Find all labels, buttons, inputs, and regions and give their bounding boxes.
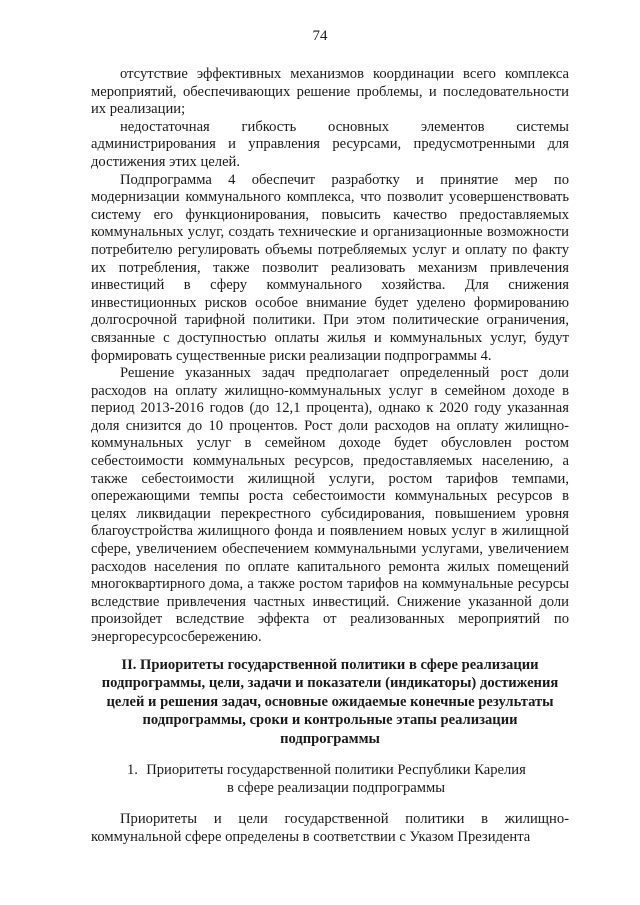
paragraph-priorities: Приоритеты и цели государственной политики в жилищно-коммунальной сфере определены в соответствии с Указом Президента — [91, 811, 569, 845]
section-heading: II. Приоритеты государственной политики в сфере реализации подпрограммы, цели, задачи и показатели (индикаторы) достижения целей и решения задач, основные ожидаемые конечные результаты подпрограммы, сроки и контрольные этапы реализации подпрограммы — [101, 656, 559, 747]
subsection-title: Приоритеты государственной политики Республики Карелия в сфере реализации подпрограммы — [146, 762, 526, 796]
page-number: 74 — [312, 28, 328, 44]
paragraph-coordination: отсутствие эффективных механизмов координации всего комплекса мероприятий, обеспечивающих решение проблемы, и последовательности их реализации; — [91, 66, 569, 118]
paragraph-flexibility: недостаточная гибкость основных элементов системы администрирования и управления ресурсами, предусмотренными для достижения этих целей. — [91, 118, 569, 170]
subsection-number: 1. — [127, 762, 138, 779]
subsection-heading — [91, 762, 569, 797]
page-body — [91, 66, 569, 846]
paragraph-costs-growth: Решение указанных задач предполагает определенный рост доли расходов на оплату жилищно-коммунальных услуг в семейном доходе в период 2013-2016 годов (до 12,1 процента), однако к 2020 году указанная доля снизится до 10 процентов. Рост доли расходов на оплату жилищно-коммунальных услуг в семейном доходе будет обусловлен ростом себестоимости коммунальных ресурсов, предоставляемых населению, а также себестоимости жилищной услуги, ростом тарифов темпами, опережающими темпы роста себестоимости коммунальных ресурсов в целях ликвидации перекрестного субсидирования, повышением уровня благоустройства жилищного фонда и появлением новых услуг в жилищной сфере, увеличением обеспечением коммунальными услугами, увеличением расходов населения по оплате капитального ремонта жилых помещений многоквартирного дома, а также ростом тарифов на коммунальные ресурсы вследствие привлечения частных инвестиций. Снижение указанной доли произойдет вследствие эффекта от реализованных мероприятий по энергоресурсосбережению. — [91, 365, 569, 645]
paragraph-subprogram-4: Подпрограмма 4 обеспечит разработку и принятие мер по модернизации коммунального комплекса, что позволит усовершенствовать систему его функционирования, повысить качество предоставляемых коммунальных услуг, создать технические и организационные возможности потребителю регулировать объемы потребляемых услуг и оплату по факту их потребления, также позволит реализовать механизм привлечения инвестиций в сферу коммунального хозяйства. Для снижения инвестиционных рисков особое внимание будет уделено формированию долгосрочной тарифной политики. При этом политические ограничения, связанные с доступностью оплаты жилья и коммунальных услуг, будут формировать существенные риски реализации подпрограммы 4. — [91, 171, 569, 364]
